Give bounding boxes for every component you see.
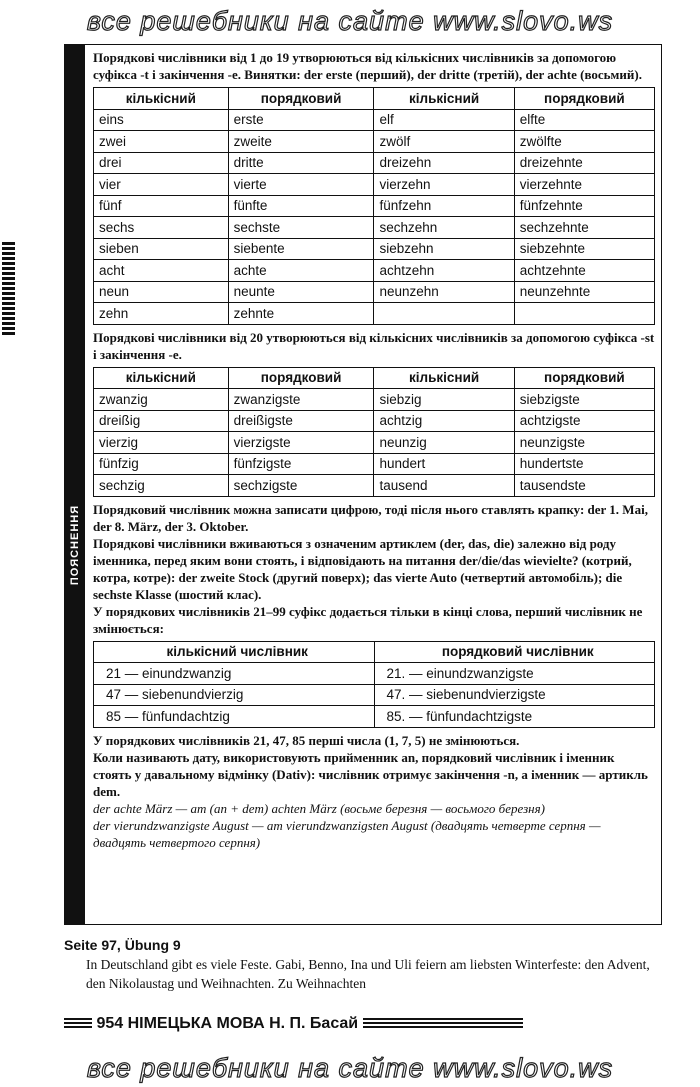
- table-row: [94, 663, 655, 685]
- table-row: [94, 195, 655, 217]
- table-cell: dreizehnte: [514, 152, 654, 174]
- table-cell: fünfzig: [94, 453, 229, 475]
- table-cell: siebzehnte: [514, 238, 654, 260]
- table-row: [94, 475, 655, 497]
- table-cell: neunzig: [374, 432, 514, 454]
- site-banner-top: все решебники на сайте www.slovo.ws: [86, 6, 614, 36]
- table-cell: tausendste: [514, 475, 654, 497]
- table-row: [94, 109, 655, 131]
- table-cell: zwanzig: [94, 389, 229, 411]
- table-cell: fünfzigste: [228, 453, 374, 475]
- table-cell: eins: [94, 109, 229, 131]
- table-cell: siebzigste: [514, 389, 654, 411]
- table-header-cell: кількісний: [94, 367, 229, 389]
- table-cell: zwanzigste: [228, 389, 374, 411]
- table-cell: zweite: [228, 131, 374, 153]
- table-cell: elfte: [514, 109, 654, 131]
- table-row: [94, 174, 655, 196]
- table-cell: neunte: [228, 281, 374, 303]
- table-cell: hundert: [374, 453, 514, 475]
- exercise-section: [64, 936, 662, 993]
- table-cell: hundertste: [514, 453, 654, 475]
- side-strip: [65, 45, 85, 924]
- table-row: [94, 410, 655, 432]
- table-header-cell: порядковий числівник: [374, 641, 655, 663]
- table-cell: 21. — einundzwanzigste: [374, 663, 655, 685]
- para-digit: Порядковий числівник можна записати цифрою, тоді після нього ставлять крапку: der 1. Mai, der 8. März, der 3. Oktober.: [93, 501, 648, 534]
- footer-lines-left: [64, 1018, 92, 1030]
- table-header-cell: порядковий: [228, 367, 374, 389]
- table-row: [94, 131, 655, 153]
- table-cell: zwölf: [374, 131, 514, 153]
- table-cell: acht: [94, 260, 229, 282]
- table-cell: neunzigste: [514, 432, 654, 454]
- example-2: der vierundzwanzigste August — am vierundzwanzigsten August (двадцять четверте серпня — двадцять четвертого серпня): [93, 817, 601, 850]
- table-row: [94, 453, 655, 475]
- table-cell: [514, 303, 654, 325]
- para-article: Порядкові числівники вживаються з означеним артиклем (der, das, die) залежно від роду іменника, перед яким вони стоять, і відповідають на питання der/die/das wievielte? (котрий, котра, котре): der zweite Stock (другий поверх); das vierte Auto (четвертий автомобіль); die sechste Klasse (шостий клас).: [93, 535, 632, 602]
- table-cell: dreizehn: [374, 152, 514, 174]
- table-cell: dreißig: [94, 410, 229, 432]
- table-header-cell: кількісний: [94, 88, 229, 110]
- table-row: [94, 389, 655, 411]
- table-cell: zwölfte: [514, 131, 654, 153]
- table-cell: erste: [228, 109, 374, 131]
- table-cell: vierte: [228, 174, 374, 196]
- table-header-cell: порядковий: [228, 88, 374, 110]
- table-row: [94, 217, 655, 239]
- table-cell: achtzehn: [374, 260, 514, 282]
- ordinal-table-21-99: [93, 641, 655, 728]
- example-1: der achte März — am (an + dem) achten März (восьме березня — восьмого березня): [93, 800, 545, 816]
- edge-marks: [2, 242, 15, 337]
- table-cell: achtzig: [374, 410, 514, 432]
- table-row: [94, 152, 655, 174]
- table-cell: 85. — fünfundachtzigste: [374, 706, 655, 728]
- table-cell: siebente: [228, 238, 374, 260]
- table-cell: vierzigste: [228, 432, 374, 454]
- table-cell: dreißigste: [228, 410, 374, 432]
- table-cell: tausend: [374, 475, 514, 497]
- table-cell: 47. — siebenundvierzigste: [374, 684, 655, 706]
- intro-2: Порядкові числівники від 20 утворюються від кількісних числівників за допомогою суфікса -st і закінчення -e.: [93, 329, 655, 362]
- exercise-heading: Seite 97, Übung 9: [64, 937, 181, 953]
- table-cell: neunzehnte: [514, 281, 654, 303]
- table-cell: sechste: [228, 217, 374, 239]
- table-cell: 85 — fünfundachtzig: [94, 706, 375, 728]
- table-cell: zehnte: [228, 303, 374, 325]
- table-cell: fünf: [94, 195, 229, 217]
- table-cell: elf: [374, 109, 514, 131]
- table-row: [94, 706, 655, 728]
- table-row: [94, 281, 655, 303]
- side-label: ПОЯСНЕННЯ: [69, 504, 81, 586]
- table-cell: sechzehn: [374, 217, 514, 239]
- table-row: [94, 432, 655, 454]
- table-row: [94, 238, 655, 260]
- table-cell: achtzigste: [514, 410, 654, 432]
- table-cell: 47 — siebenundvierzig: [94, 684, 375, 706]
- table-header-row: [94, 88, 655, 110]
- table-cell: fünfzehn: [374, 195, 514, 217]
- table-cell: dritte: [228, 152, 374, 174]
- table-cell: sechzehnte: [514, 217, 654, 239]
- para-first-digits: У порядкових числівників 21, 47, 85 перші числа (1, 7, 5) не змінюються.: [93, 732, 520, 748]
- table-row: [94, 303, 655, 325]
- table-header-cell: кількісний числівник: [94, 641, 375, 663]
- table-cell: achtzehnte: [514, 260, 654, 282]
- table-cell: [374, 303, 514, 325]
- ordinal-table-1-19: [93, 87, 655, 325]
- table-row: [94, 260, 655, 282]
- table-cell: fünfte: [228, 195, 374, 217]
- para-date: Коли називають дату, використовують прийменник an, порядковий числівник і іменник стоять у давальному відмінку (Dativ): числівник отримує закінчення -n, а іменник — артикль dem.: [93, 749, 648, 799]
- table-cell: vierzehn: [374, 174, 514, 196]
- table-header-row: [94, 367, 655, 389]
- table-cell: siebzig: [374, 389, 514, 411]
- table-cell: vier: [94, 174, 229, 196]
- page-footer: [64, 1012, 662, 1036]
- table-cell: neun: [94, 281, 229, 303]
- intro-1: Порядкові числівники від 1 до 19 утворюються від кількісних числівників за допомогою суфікса -t і закінчення -e. Винятки: der erste (перший), der dritte (третій), der achte (восьмий).: [93, 50, 642, 82]
- table-cell: fünfzehnte: [514, 195, 654, 217]
- table-header-cell: кількісний: [374, 88, 514, 110]
- table-header-cell: порядковий: [514, 88, 654, 110]
- table-cell: siebzehn: [374, 238, 514, 260]
- footer-lines-right: [363, 1018, 523, 1030]
- para-21-99: У порядкових числівників 21–99 суфікс додається тільки в кінці слова, перший числівник не змінюється:: [93, 603, 643, 636]
- footer-text: 954 НІМЕЦЬКА МОВА Н. П. Басай: [96, 1015, 359, 1032]
- panel-content: [93, 49, 655, 851]
- table-cell: sieben: [94, 238, 229, 260]
- table-cell: neunzehn: [374, 281, 514, 303]
- table-cell: zwei: [94, 131, 229, 153]
- table-cell: 21 — einundzwanzig: [94, 663, 375, 685]
- table-cell: vierzehnte: [514, 174, 654, 196]
- table-cell: sechs: [94, 217, 229, 239]
- table-cell: drei: [94, 152, 229, 174]
- explanation-panel: [64, 44, 662, 925]
- table-header-cell: порядковий: [514, 367, 654, 389]
- table-cell: vierzig: [94, 432, 229, 454]
- table-row: [94, 684, 655, 706]
- table-cell: sechzig: [94, 475, 229, 497]
- table-cell: achte: [228, 260, 374, 282]
- table-cell: zehn: [94, 303, 229, 325]
- site-banner-bottom: все решебники на сайте www.slovo.ws: [86, 1053, 614, 1083]
- exercise-text: In Deutschland gibt es viele Feste. Gabi, Benno, Ina und Uli feiern am liebsten Winterfeste: den Advent, den Nikolaustag und Weihnachten. Zu Weihnachten: [86, 957, 650, 991]
- ordinal-table-20: [93, 367, 655, 497]
- table-header-cell: кількісний: [374, 367, 514, 389]
- table-cell: sechzigste: [228, 475, 374, 497]
- table-header-row: [94, 641, 655, 663]
